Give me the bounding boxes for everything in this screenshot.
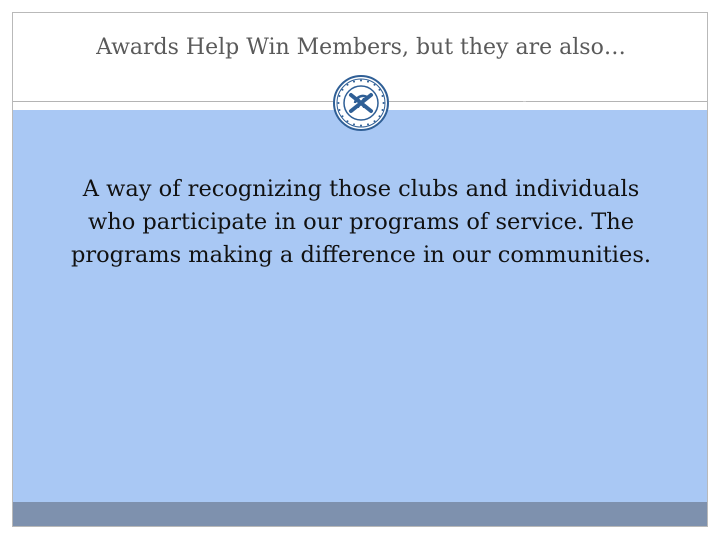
slide	[12, 12, 708, 527]
footer-band	[13, 502, 708, 527]
body-line-1: A way of recognizing those clubs and individuals	[82, 176, 640, 202]
content-panel	[13, 110, 708, 502]
slide-title: Awards Help Win Members, but they are also…	[96, 35, 626, 60]
exchange-club-emblem-icon	[333, 75, 389, 131]
body-line-2: who participate in our programs of service. The	[87, 209, 635, 235]
body-line-3: programs making a difference in our communities.	[70, 242, 652, 268]
slide-body-text	[19, 173, 703, 272]
divider-mark	[523, 101, 526, 102]
emblem-letter: X	[355, 97, 367, 112]
